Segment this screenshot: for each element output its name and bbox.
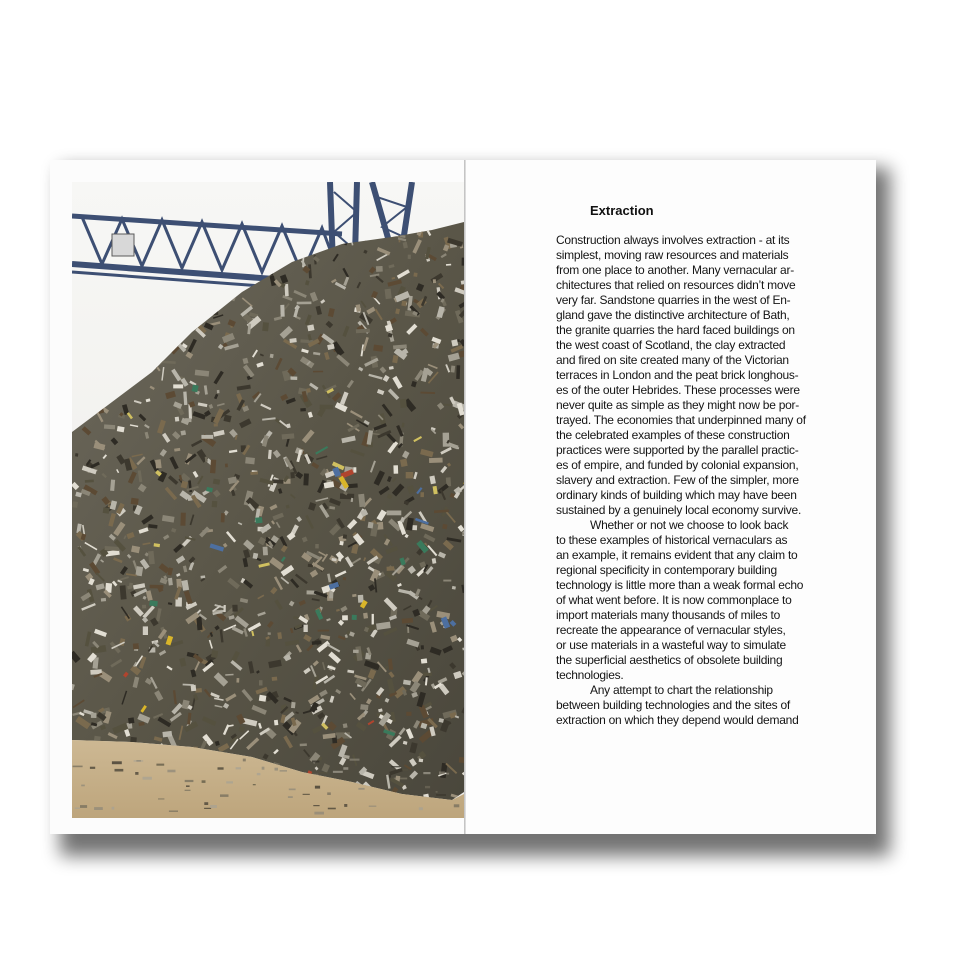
body-line: an example, it remains evident that any claim to bbox=[556, 548, 798, 562]
body-line: very far. Sandstone quarries in the west of En- bbox=[556, 293, 791, 307]
body-line: terraces in London and the peat brick longhous- bbox=[556, 368, 799, 382]
body-line: gland gave the distinctive architecture of Bath, bbox=[556, 308, 790, 322]
body-line: trayed. The economies that underpinned many of bbox=[556, 413, 806, 427]
body-line: technology is little more than a weak formal echo bbox=[556, 578, 804, 592]
body-line: recreate the appearance of vernacular styles, bbox=[556, 623, 786, 637]
body-line: of what went before. It is now commonplace to bbox=[556, 593, 792, 607]
body-line: chitectures that relied on resources didn’t move bbox=[556, 278, 796, 292]
article-body bbox=[556, 233, 846, 728]
body-line: the granite quarries the hard faced buildings on bbox=[556, 323, 795, 337]
body-line: slavery and extraction. Few of the simpler, more bbox=[556, 473, 799, 487]
body-line: between building technologies and the sites of bbox=[556, 698, 791, 712]
left-page bbox=[50, 160, 464, 834]
body-line: Whether or not we choose to look back bbox=[590, 518, 789, 532]
body-line: from one place to another. Many vernacular ar- bbox=[556, 263, 794, 277]
body-line: and fired on site created many of the Victorian bbox=[556, 353, 789, 367]
body-line: Any attempt to chart the relationship bbox=[590, 683, 773, 697]
body-line: never quite as simple as they might now be por- bbox=[556, 398, 800, 412]
scrap-heap-photo bbox=[72, 182, 464, 818]
right-page bbox=[466, 160, 876, 834]
body-line: extraction on which they depend would demand bbox=[556, 713, 799, 727]
book-spread bbox=[50, 160, 876, 834]
section-heading: Extraction bbox=[590, 203, 654, 218]
body-line: regional specificity in contemporary building bbox=[556, 563, 777, 577]
body-line: to these examples of historical vernaculars as bbox=[556, 533, 788, 547]
body-line: technologies. bbox=[556, 668, 624, 682]
body-line: practices were supported by the parallel practic- bbox=[556, 443, 799, 457]
body-line: import materials many thousands of miles to bbox=[556, 608, 781, 622]
body-line: es of empire, and funded by colonial expansion, bbox=[556, 458, 799, 472]
body-line: the west coast of Scotland, the clay extracted bbox=[556, 338, 786, 352]
body-line: the superficial aesthetics of obsolete building bbox=[556, 653, 783, 667]
body-line: ordinary kinds of building which may have been bbox=[556, 488, 797, 502]
body-line: or use materials in a wasteful way to simulate bbox=[556, 638, 786, 652]
body-line: es of the outer Hebrides. These processes were bbox=[556, 383, 800, 397]
article-column bbox=[556, 203, 846, 728]
body-line: Construction always involves extraction - at its bbox=[556, 233, 790, 247]
body-line: simplest, moving raw resources and materials bbox=[556, 248, 789, 262]
body-line: sustained by a genuinely local economy survive. bbox=[556, 503, 802, 517]
body-line: the celebrated examples of these construction bbox=[556, 428, 790, 442]
